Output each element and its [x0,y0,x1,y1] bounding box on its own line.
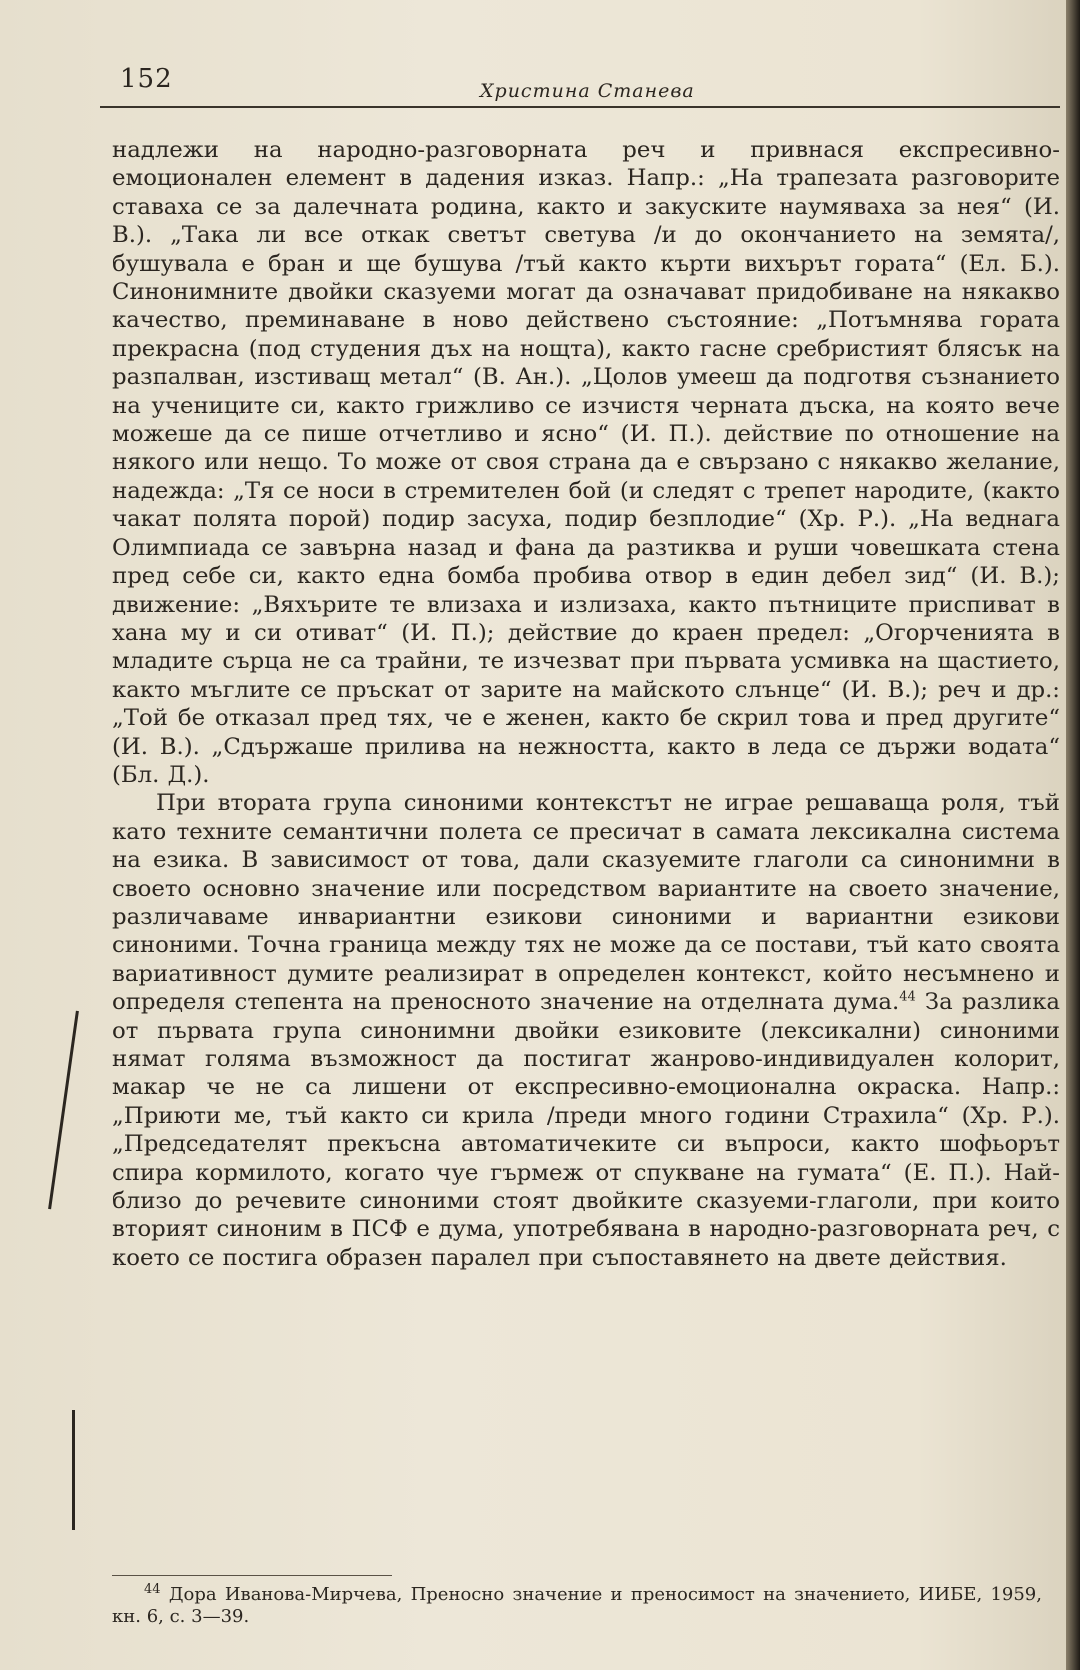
body-text [112,136,1060,1576]
footnote-reference[interactable]: 44 [899,989,916,1005]
margin-pencil-mark [48,1011,79,1209]
paragraph [112,789,1060,1272]
paragraph: надлежи на народно-разговорната реч и привнася експресивно-емоционален елемент в дадения изказ. Напр.: „На трапезата разговорите ставаха се за далечната родина, както и закуските наумяваха за нея“ (И. В.). „Така ли все откак светът светува /и до окончанието на земята/, бушувала е бран и ще бушува /тъй както кърти вихърът гората“ (Ел. Б.). Синонимните двойки сказуеми могат да означават придобиване на някакво качество, преминаване в ново действено състояние: „Потъмнява гората прекрасна (под студения дъх на нощта), както гасне сребристият блясък на разпалван, изстиващ метал“ (В. Ан.). „Цолов умееш да подготвя съзнанието на учениците си, както грижливо се изчистя черната дъска, на която вече можеше да се пише отчетливо и ясно“ (И. П.). действие по отношение на някого или нещо. То може от своя страна да е свързано с някакво желание, надежда: „Тя се носи в стремителен бой (и следят с трепет народите, (както чакат полята порой) подир засуха, подир безплодие“ (Хр. Р.). „На веднага Олимпиада се завърна назад и фана да разтиква и руши човешката стена пред себе си, както една бомба пробива отвор в един дебел зид“ (И. В.); движение: „Вяхърите те влизаха и излизаха, както пътниците приспиват в хана му и си отиват“ (И. П.); действие до краен предел: „Огорченията в младите сърца не са трайни, те изчезват при първата усмивка на щастието, както мъглите се пръскат от зарите на майското слънце“ (И. В.); реч и др.: „Той бе отказал пред тях, че е женен, както бе скрил това и пред другите“ (И. В.). „Сдържаше прилива на нежността, както в леда се държи водата“ (Бл. Д.). [112,137,1060,788]
header-rule [100,106,1060,108]
footnote-text: Дора Иванова-Мирчева, Преносно значение и преносимост на значението, ИИБЕ, 1959, кн. 6, с. 3—39. [112,1584,1042,1627]
paragraph-text: За разлика от първата група синонимни двойки езиковите (лексикални) синоними нямат голяма възможност да постигат жанрово-индивидуален колорит, макар че не са лишени от експресивно-емоционална окраска. Напр.: „Приюти ме, тъй както си крила /преди много години Страхила“ (Хр. Р.). „Председателят прекъсна автоматичеките си въпроси, както шофьорът спира кормилото, когато чуе гърмеж от спукване на гумата“ (Е. П.). Най-близо до речевите синоними стоят двойките сказуеми-глаголи, при които вторият синоним в ПСФ е дума, употребявана в народно-разговорната реч, с което се постига образен паралел при съпоставянето на двете действия. [112,989,1060,1271]
paragraph-text: При втората група синоними контекстът не играе решаваща роля, тъй като техните семантични полета се пресичат в самата лексикална система на езика. В зависимост от това, дали сказуемите глаголи са синонимни в своето основно значение или посредством вариантите на своето значение, различаваме инвариантни езикови синоними и вариантни езикови синоними. Точна граница между тях не може да се постави, тъй като своята вариативност думите реализират в определен контекст, който несъмнено и определя степента на преносното значение на отделната дума. [112,790,1060,1016]
page-number: 152 [120,64,173,94]
book-spine-shadow [1066,0,1080,1670]
page-header [100,60,1060,108]
footnote-rule [112,1575,392,1576]
margin-pencil-mark [72,1410,75,1530]
running-head: Христина Станева [480,80,695,102]
footnote [112,1584,1042,1628]
footnote-number: 44 [144,1582,161,1597]
